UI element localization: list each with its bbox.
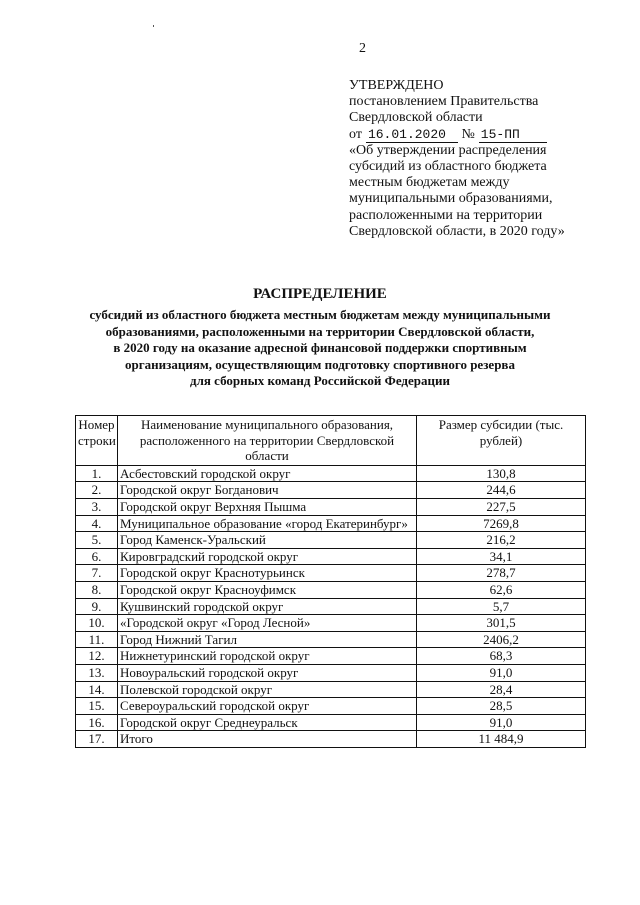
row-amount: 91,0	[417, 664, 586, 681]
row-number: 15.	[76, 698, 118, 715]
approval-line: Свердловской области	[349, 110, 483, 126]
approval-quote-line: муниципальными образованиями,	[349, 191, 553, 207]
row-amount: 68,3	[417, 648, 586, 665]
row-amount: 34,1	[417, 548, 586, 565]
row-number: 11.	[76, 631, 118, 648]
approval-quote-line: Свердловской области, в 2020 году»	[349, 223, 565, 239]
row-number: 2.	[76, 482, 118, 499]
row-name: Полевской городской округ	[118, 681, 417, 698]
row-name: Нижнетуринский городской округ	[118, 648, 417, 665]
row-number: 6.	[76, 548, 118, 565]
number-label: №	[461, 126, 475, 142]
row-number: 3.	[76, 498, 118, 515]
row-number: 16.	[76, 714, 118, 731]
row-number: 17.	[76, 731, 118, 748]
row-name: Городской округ Богданович	[118, 482, 417, 499]
row-name: «Городской округ «Город Лесной»	[118, 615, 417, 632]
row-amount: 5,7	[417, 598, 586, 615]
table-body	[76, 465, 586, 747]
subsidy-table	[75, 415, 586, 748]
from-label: от	[349, 126, 362, 142]
row-amount: 216,2	[417, 532, 586, 549]
document-title: РАСПРЕДЕЛЕНИЕ	[253, 286, 387, 302]
row-name: Асбестовский городской округ	[118, 465, 417, 482]
approval-heading: УТВЕРЖДЕНО	[349, 78, 444, 93]
approval-quote-line: субсидий из областного бюджета	[349, 159, 547, 175]
approval-date-line	[349, 127, 629, 143]
subtitle-line: образованиями, расположенными на территории Свердловской области,	[105, 323, 535, 339]
header-number: Номер строки	[76, 416, 118, 466]
row-amount: 28,4	[417, 681, 586, 698]
table-row	[76, 465, 586, 482]
row-name: Новоуральский городской округ	[118, 664, 417, 681]
header-amount: Размер субсидии (тыс. рублей)	[417, 416, 586, 466]
row-number: 10.	[76, 615, 118, 632]
row-number: 4.	[76, 515, 118, 532]
row-amount: 278,7	[417, 565, 586, 582]
table-row	[76, 648, 586, 665]
row-number: 14.	[76, 681, 118, 698]
row-amount: 28,5	[417, 698, 586, 715]
table-header-row	[76, 416, 586, 466]
table-row	[76, 714, 586, 731]
table-row	[76, 664, 586, 681]
row-number: 9.	[76, 598, 118, 615]
row-name: Город Каменск-Уральский	[118, 532, 417, 549]
row-amount: 2406,2	[417, 631, 586, 648]
page-number: 2	[359, 41, 366, 56]
table-row	[76, 565, 586, 582]
table-row	[76, 631, 586, 648]
row-number: 8.	[76, 581, 118, 598]
row-amount: 62,6	[417, 581, 586, 598]
document-heading	[60, 286, 580, 390]
table-row	[76, 731, 586, 748]
row-amount: 7269,8	[417, 515, 586, 532]
table-row	[76, 548, 586, 565]
row-name: Городской округ Верхняя Пышма	[118, 498, 417, 515]
document-subtitle	[60, 307, 580, 390]
row-amount: 227,5	[417, 498, 586, 515]
row-name: Кировградский городской округ	[118, 548, 417, 565]
decree-date: 16.01.2020	[366, 128, 458, 143]
scan-speck	[153, 25, 154, 27]
row-amount: 301,5	[417, 615, 586, 632]
table-row	[76, 698, 586, 715]
table-row	[76, 482, 586, 499]
row-amount: 130,8	[417, 465, 586, 482]
row-number: 7.	[76, 565, 118, 582]
row-amount: 91,0	[417, 714, 586, 731]
approval-block	[349, 78, 629, 240]
row-name: Североуральский городской округ	[118, 698, 417, 715]
row-name: Город Нижний Тагил	[118, 631, 417, 648]
subtitle-line: в 2020 году на оказание адресной финансовой поддержки спортивным	[113, 340, 527, 355]
row-amount: 11 484,9	[417, 731, 586, 748]
row-number: 5.	[76, 532, 118, 549]
approval-line: постановлением Правительства	[349, 94, 539, 110]
table-row	[76, 615, 586, 632]
header-name: Наименование муниципального образования, расположенного на территории Свердловской области	[118, 416, 417, 466]
row-name: Кушвинский городской округ	[118, 598, 417, 615]
approval-quote-line: расположенными на территории	[349, 207, 543, 223]
row-name: Итого	[118, 731, 417, 748]
table-row	[76, 532, 586, 549]
approval-quote-line: местным бюджетам между	[349, 175, 510, 191]
subtitle-line: организациям, осуществляющим подготовку спортивного резерва	[125, 356, 515, 372]
table-row	[76, 598, 586, 615]
row-number: 1.	[76, 465, 118, 482]
row-name: Муниципальное образование «город Екатеринбург»	[118, 515, 417, 532]
table-row	[76, 515, 586, 532]
subtitle-line: субсидий из областного бюджета местным бюджетам между муниципальными	[89, 307, 551, 322]
row-name: Городской округ Краснотурьинск	[118, 565, 417, 582]
decree-number: 15-ПП	[479, 128, 547, 143]
table-row	[76, 681, 586, 698]
table-row	[76, 581, 586, 598]
subtitle-line: для сборных команд Российской Федерации	[190, 373, 450, 388]
row-name: Городской округ Красноуфимск	[118, 581, 417, 598]
table-row	[76, 498, 586, 515]
row-number: 12.	[76, 648, 118, 665]
approval-quote-line: «Об утверждении распределения	[349, 142, 547, 158]
row-number: 13.	[76, 664, 118, 681]
row-name: Городской округ Среднеуральск	[118, 714, 417, 731]
row-amount: 244,6	[417, 482, 586, 499]
